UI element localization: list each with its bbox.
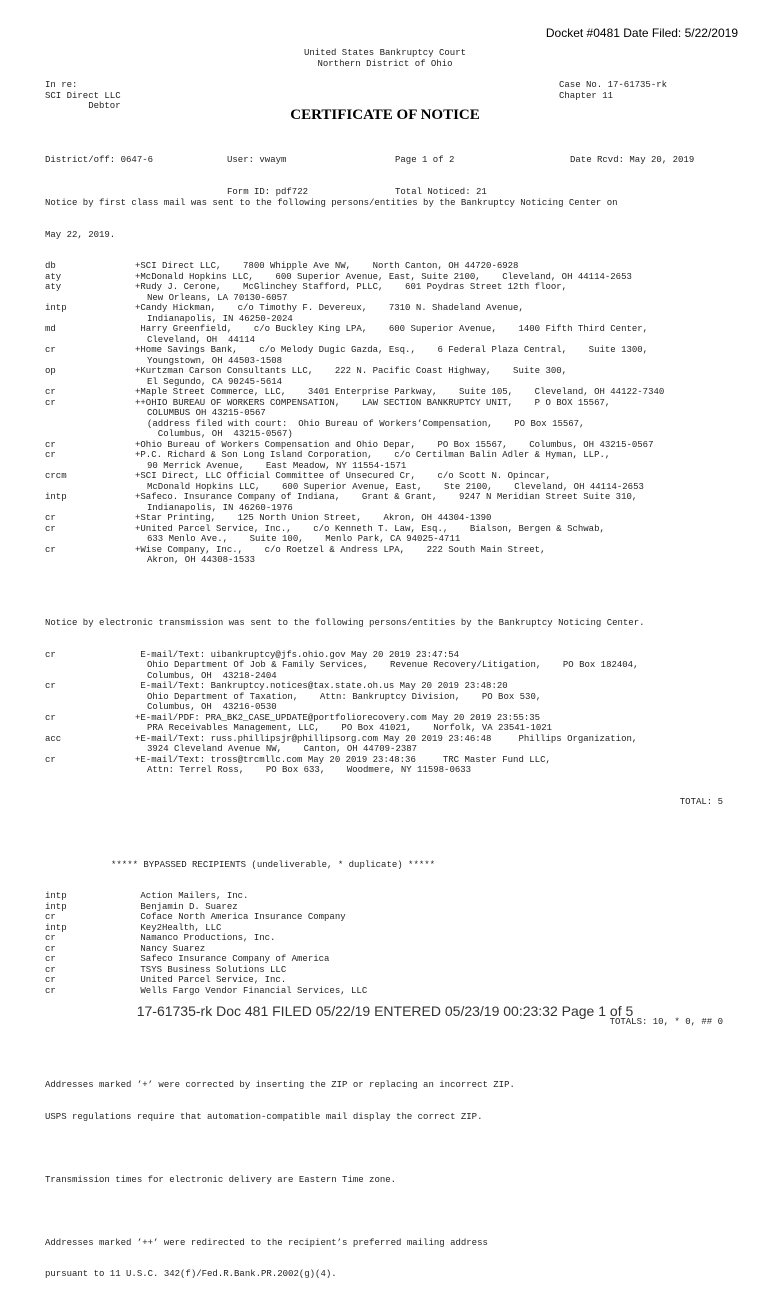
recipient-entry: Action Mailers, Inc. — [135, 891, 249, 901]
mail-recipient-list — [45, 261, 735, 566]
recipient-row — [45, 450, 735, 461]
recipient-entry: +United Parcel Service, Inc., c/o Kenneth T. Law, Esq., Bialson, Bergen & Schwab, — [135, 523, 605, 534]
note-plus-1: Addresses marked ’+’ were corrected by inserting the ZIP or replacing an incorrect ZIP. — [45, 1080, 515, 1090]
recipient-entry: +Candy Hickman, c/o Timothy F. Devereux, 7310 N. Shadeland Avenue, — [135, 303, 524, 313]
recipient-row — [45, 398, 735, 409]
chapter: Chapter 11 — [559, 90, 614, 101]
recipient-row — [45, 954, 735, 965]
note-timezone: Transmission times for electronic delivery are Eastern Time zone. — [45, 1174, 397, 1185]
recipient-address-continuation: Columbus, OH 43215-0567) — [147, 429, 293, 439]
recipient-row — [45, 524, 735, 535]
recipient-address-continuation: Indianapolis, IN 46250-2024 — [147, 313, 293, 324]
recipient-entry: Safeco Insurance Company of America — [135, 954, 330, 964]
recipient-code: cr — [45, 544, 56, 555]
recipient-row — [45, 692, 735, 703]
recipient-row — [45, 419, 735, 430]
recipient-entry: Coface North America Insurance Company — [135, 912, 346, 922]
recipient-code: acc — [45, 733, 62, 744]
recipient-code: cr — [45, 397, 56, 408]
recipient-code: cr — [45, 985, 56, 996]
recipient-entry: +P.C. Richard & Son Long Island Corporation, c/o Certilman Balin Adler & Hyman, LLP., — [135, 450, 611, 460]
recipient-entry: Key2Health, LLC — [135, 922, 222, 933]
debtor-name: SCI Direct LLC — [45, 90, 121, 101]
in-re-label: In re: — [45, 80, 78, 90]
mail-notice-intro-2: May 22, 2019. — [45, 229, 116, 240]
recipient-entry: +SCI Direct LLC, 7800 Whipple Ave NW, North Canton, OH 44720-6928 — [135, 261, 519, 271]
recipient-code: cr — [45, 954, 56, 964]
recipient-row — [45, 555, 735, 566]
recipient-row — [45, 366, 735, 377]
recipient-row — [45, 702, 735, 713]
recipient-row — [45, 324, 735, 335]
notice-body — [45, 177, 735, 1290]
case-info — [559, 80, 667, 101]
recipient-row — [45, 387, 735, 398]
recipient-code: op — [45, 366, 56, 376]
recipient-code: cr — [45, 933, 56, 943]
recipient-entry: +E-mail/Text: russ.phillipsjr@phillipsorg.com May 20 2019 23:46:48 Phillips Organization, — [135, 733, 638, 744]
recipient-row — [45, 503, 735, 514]
note-plus-2: USPS regulations require that automation-compatible mail display the correct ZIP. — [45, 1111, 483, 1122]
document-title: CERTIFICATE OF NOTICE — [290, 107, 480, 123]
recipient-address-continuation: Cleveland, OH 44114 — [147, 334, 256, 345]
recipient-row — [45, 534, 735, 545]
recipient-address-continuation: COLUMBUS OH 43215-0567 — [147, 408, 266, 418]
electronic-recipient-list — [45, 650, 735, 776]
recipient-entry: TSYS Business Solutions LLC — [135, 964, 287, 975]
recipient-address-continuation: Ohio Department of Taxation, Attn: Bankruptcy Division, PO Box 530, — [147, 691, 542, 702]
recipient-row — [45, 734, 735, 745]
recipient-code: cr — [45, 912, 56, 922]
recipient-address-continuation: PRA Receivables Management, LLC, PO Box 41021, Norfolk, VA 23541-1021 — [147, 723, 553, 733]
recipient-entry: Wells Fargo Vendor Financial Services, LLC — [135, 985, 368, 996]
recipient-row — [45, 965, 735, 976]
recipient-row — [45, 765, 735, 776]
recipient-row — [45, 671, 735, 682]
recipient-address-continuation: New Orleans, LA 70130-6057 — [147, 292, 288, 303]
user: User: vwaym — [227, 155, 287, 165]
recipient-address-continuation: Youngstown, OH 44503-1508 — [147, 355, 283, 366]
recipient-row — [45, 723, 735, 734]
recipient-row — [45, 923, 735, 934]
recipient-row — [45, 744, 735, 755]
recipient-address-continuation: Akron, OH 44308-1533 — [147, 555, 256, 565]
recipient-entry: +Rudy J. Cerone, McGlinchey Stafford, PLLC, 601 Poydras Street 12th floor, — [135, 282, 568, 292]
recipient-entry: +Home Savings Bank, c/o Melody Dugic Gazda, Esq., 6 Federal Plaza Central, Suite 1300, — [135, 345, 649, 355]
recipient-entry: +E-mail/Text: tross@trcmllc.com May 20 2019 23:48:36 TRC Master Fund LLC, — [135, 754, 551, 765]
docket-stamp: Docket #0481 Date Filed: 5/22/2019 — [545, 26, 738, 40]
recipient-row — [45, 545, 735, 556]
recipient-entry: +Ohio Bureau of Workers Compensation and Ohio Depar, PO Box 15567, Columbus, OH 43215-0567 — [135, 439, 654, 450]
recipient-row — [45, 492, 735, 503]
recipient-code: cr — [45, 439, 56, 450]
recipient-row — [45, 272, 735, 283]
recipient-code: intp — [45, 891, 67, 901]
recipient-code: intp — [45, 492, 67, 502]
district-office: District/off: 0647-6 — [45, 155, 154, 165]
recipient-row — [45, 471, 735, 482]
recipient-entry: +SCI Direct, LLC Official Committee of Unsecured Cr, c/o Scott N. Opincar, — [135, 471, 551, 481]
recipient-entry: Benjamin D. Suarez — [135, 901, 238, 912]
recipient-entry: +McDonald Hopkins LLC, 600 Superior Avenue, East, Suite 2100, Cleveland, OH 44114-2653 — [135, 271, 632, 282]
date-received: Date Rcvd: May 20, 2019 — [570, 155, 695, 165]
recipient-row — [45, 429, 735, 440]
bypassed-recipient-list — [45, 891, 735, 996]
recipient-code: cr — [45, 450, 56, 460]
debtor-label: Debtor — [45, 101, 121, 111]
recipient-code: cr — [45, 387, 56, 397]
recipient-row — [45, 933, 735, 944]
recipient-row — [45, 681, 735, 692]
recipient-entry: ++OHIO BUREAU OF WORKERS COMPENSATION, LAW SECTION BANKRUPTCY UNIT, P O BOX 15567, — [135, 397, 611, 408]
recipient-row — [45, 891, 735, 902]
recipient-address-continuation: Ohio Department Of Job & Family Services, Revenue Recovery/Litigation, PO Box 182404, — [147, 660, 639, 670]
recipient-row — [45, 461, 735, 472]
recipient-address-continuation: McDonald Hopkins LLC, 600 Superior Avenue, East, Ste 2100, Cleveland, OH 44114-2653 — [147, 481, 644, 492]
recipient-code: cr — [45, 754, 56, 765]
recipient-address-continuation: 90 Merrick Avenue, East Meadow, NY 11554-1571 — [147, 460, 407, 471]
recipient-row — [45, 282, 735, 293]
recipient-row — [45, 261, 735, 272]
recipient-address-continuation: Columbus, OH 43218-2404 — [147, 670, 277, 681]
recipient-row — [45, 986, 735, 997]
recipient-row — [45, 440, 735, 451]
electronic-notice-intro: Notice by electronic transmission was sent to the following persons/entities by the Bankruptcy Noticing Center. — [45, 618, 645, 628]
recipient-code: intp — [45, 922, 67, 933]
recipient-row — [45, 713, 735, 724]
recipient-entry: E-mail/Text: Bankruptcy.notices@tax.state.oh.us May 20 2019 23:48:20 — [135, 681, 508, 691]
recipient-code: cr — [45, 345, 56, 355]
recipient-code: crcm — [45, 471, 67, 481]
recipient-row — [45, 303, 735, 314]
recipient-address-continuation: 3924 Cleveland Avenue NW, Canton, OH 44709-2387 — [147, 744, 418, 754]
recipient-code: cr — [45, 513, 56, 523]
court-heading — [0, 48, 770, 69]
recipient-row — [45, 944, 735, 955]
recipient-code: cr — [45, 681, 56, 691]
form-id: Form ID: pdf722 — [227, 186, 309, 197]
case-number: Case No. 17-61735-rk — [559, 80, 668, 90]
recipient-entry: +Wise Company, Inc., c/o Roetzel & Andress LPA, 222 South Main Street, — [135, 544, 546, 555]
recipient-row — [45, 482, 735, 493]
recipient-code: cr — [45, 523, 56, 534]
recipient-address-continuation: Columbus, OH 43216-0530 — [147, 702, 277, 712]
recipient-row — [45, 755, 735, 766]
recipient-row — [45, 660, 735, 671]
recipient-row — [45, 314, 735, 325]
recipient-row — [45, 408, 735, 419]
recipient-entry: +Safeco. Insurance Company of Indiana, Grant & Grant, 9247 N Meridian Street Suite 310, — [135, 492, 638, 502]
court-name: United States Bankruptcy Court — [303, 48, 467, 58]
recipient-code: intp — [45, 901, 67, 912]
mail-notice-intro-1: Notice by first class mail was sent to the following persons/entities by the Bankruptcy Noticing Center on — [45, 198, 618, 208]
recipient-entry: +Maple Street Commerce, LLC, 3401 Enterprise Parkway, Suite 105, Cleveland, OH 44122-7340 — [135, 387, 665, 397]
recipient-code: cr — [45, 712, 56, 723]
recipient-code: cr — [45, 964, 56, 975]
recipient-row — [45, 650, 735, 661]
recipient-row — [45, 902, 735, 913]
recipient-entry: Harry Greenfield, c/o Buckley King LPA, 600 Superior Avenue, 1400 Fifth Third Center, — [135, 324, 649, 334]
recipient-entry: +Kurtzman Carson Consultants LLC, 222 N. Pacific Coast Highway, Suite 300, — [135, 366, 568, 376]
recipient-code: db — [45, 261, 56, 271]
note-double-plus-2: pursuant to 11 U.S.C. 342(f)/Fed.R.Bank.PR.2002(g)(4). — [45, 1269, 337, 1279]
recipient-row — [45, 345, 735, 356]
recipient-code: cr — [45, 943, 56, 954]
recipient-entry: Namanco Productions, Inc. — [135, 933, 276, 943]
recipient-row — [45, 975, 735, 986]
recipient-address-continuation: (address filed with court: Ohio Bureau of Workers’Compensation, PO Box 15567, — [147, 418, 585, 429]
recipient-address-continuation: El Segundo, CA 90245-5614 — [147, 376, 283, 387]
recipient-row — [45, 513, 735, 524]
recipient-address-continuation: 633 Menlo Ave., Suite 100, Menlo Park, CA 94025-4711 — [147, 534, 461, 544]
recipient-entry: +E-mail/PDF: PRA_BK2_CASE_UPDATE@portfoliorecovery.com May 20 2019 23:55:35 — [135, 712, 541, 723]
bypassed-header: ***** BYPASSED RECIPIENTS (undeliverable, * duplicate) ***** — [111, 859, 436, 870]
recipient-code: md — [45, 324, 56, 334]
total-noticed: Total Noticed: 21 — [395, 186, 487, 197]
page-count: Page 1 of 2 — [395, 155, 455, 165]
note-double-plus-1: Addresses marked ’++’ were redirected to the recipient’s preferred mailing address — [45, 1237, 488, 1248]
recipient-address-continuation: Indianapolis, IN 46260-1976 — [147, 502, 293, 513]
recipient-row — [45, 377, 735, 388]
recipient-code: intp — [45, 303, 67, 313]
recipient-row — [45, 912, 735, 923]
recipient-code: aty — [45, 271, 62, 282]
recipient-code: aty — [45, 282, 62, 292]
recipient-code: cr — [45, 975, 56, 985]
filing-footer: 17-61735-rk Doc 481 FILED 05/22/19 ENTERED 05/23/19 00:23:32 Page 1 of 5 — [136, 1003, 634, 1019]
bypassed-totals: TOTALS: 10, * 0, ## 0 — [609, 1017, 723, 1027]
recipient-row — [45, 293, 735, 304]
court-district: Northern District of Ohio — [317, 58, 453, 69]
electronic-total: TOTAL: 5 — [679, 796, 723, 807]
recipient-entry: United Parcel Service, Inc. — [135, 975, 287, 985]
recipient-entry: Nancy Suarez — [135, 943, 206, 954]
recipient-address-continuation: Attn: Terrel Ross, PO Box 633, Woodmere, NY 11598-0633 — [147, 765, 472, 775]
recipient-row — [45, 335, 735, 346]
recipient-code: cr — [45, 649, 56, 660]
recipient-entry: +Star Printing, 125 North Union Street, Akron, OH 44304-1390 — [135, 513, 492, 523]
recipient-entry: E-mail/Text: uibankruptcy@jfs.ohio.gov May 20 2019 23:47:54 — [135, 649, 460, 660]
recipient-row — [45, 356, 735, 367]
